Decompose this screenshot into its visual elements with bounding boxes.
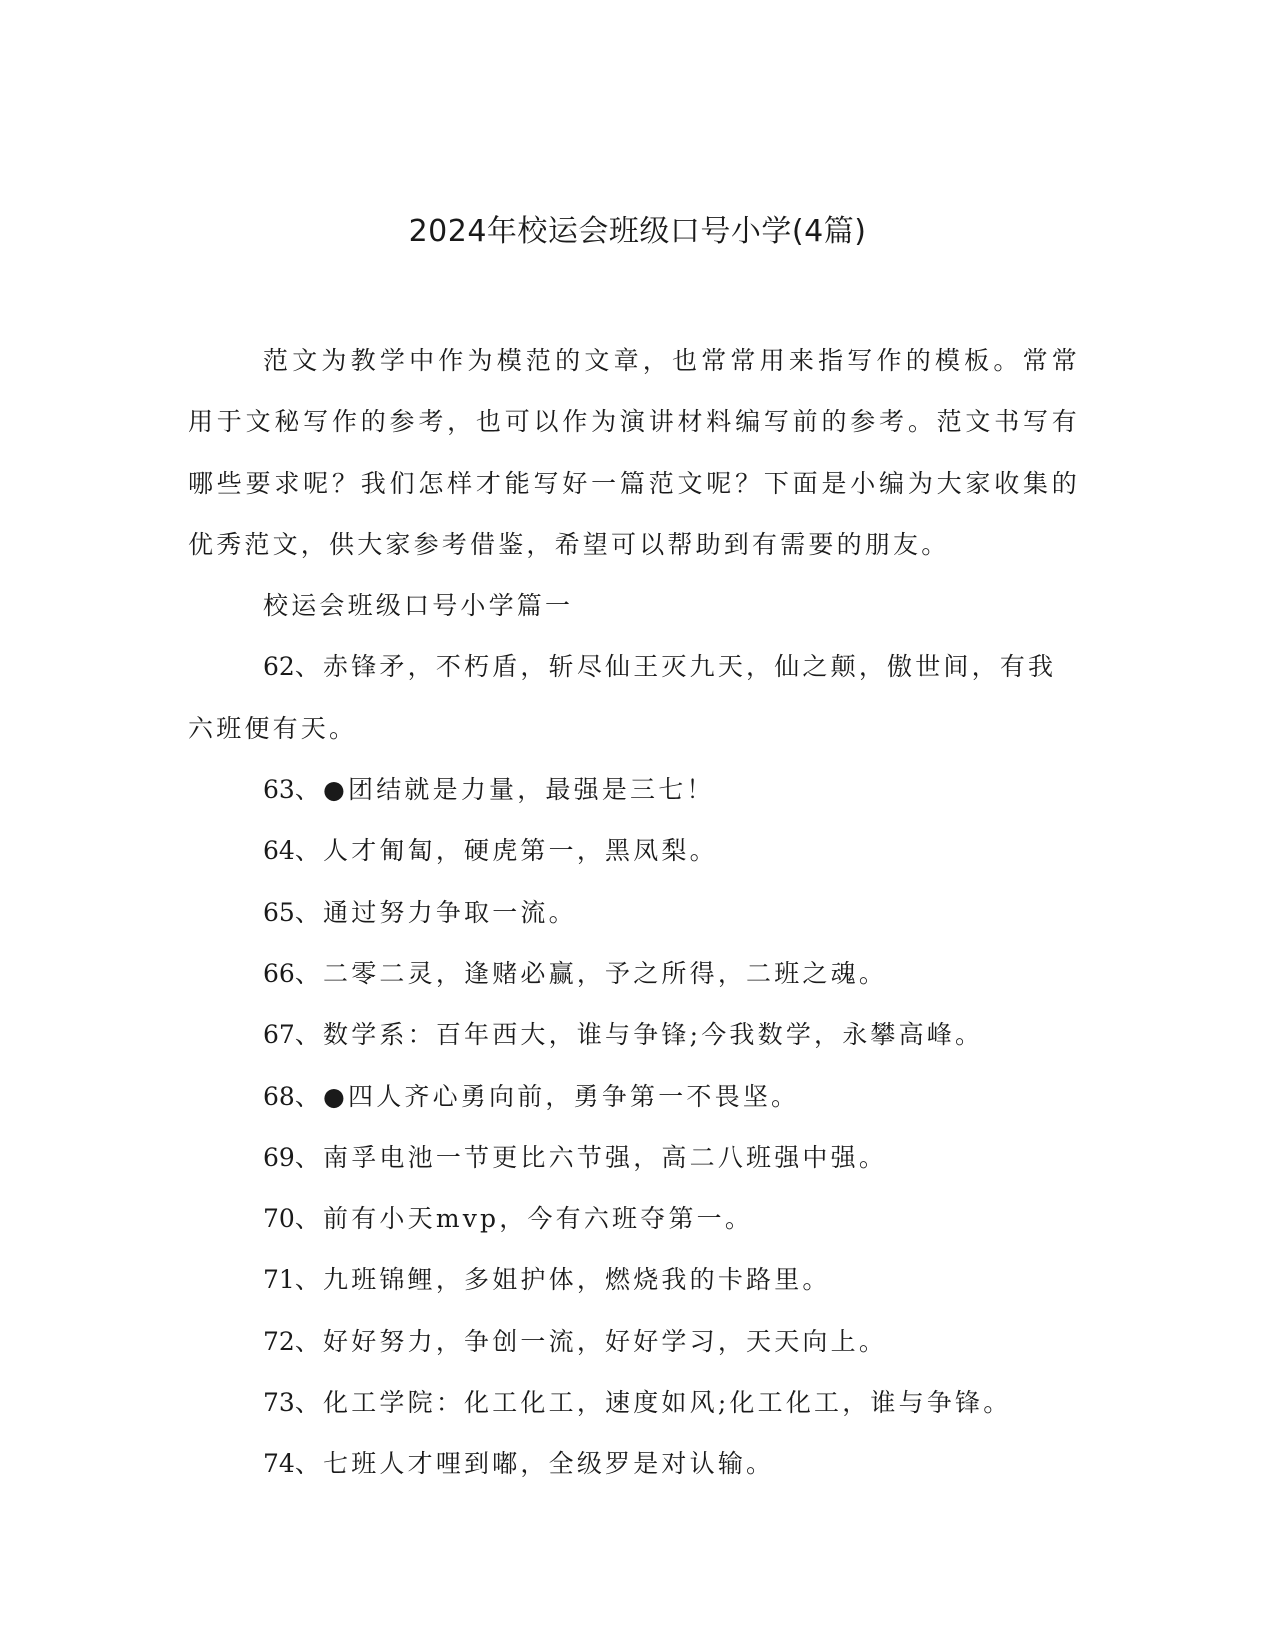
slogan-text: 、●四人齐心勇向前，勇争第一不畏坚。 [294, 1081, 800, 1111]
slogan-item [188, 1311, 1080, 1372]
slogan-number: 74 [263, 1449, 295, 1479]
document-body [188, 330, 1080, 1495]
slogan-text: 、●团结就是力量，最强是三七！ [294, 775, 715, 805]
slogan-item [188, 882, 1080, 943]
slogan-text: 、九班锦鲤，多姐护体，燃烧我的卡路里。 [294, 1265, 831, 1295]
slogan-item [188, 636, 1080, 759]
slogan-text: 、南孚电池一节更比六节强，高二八班强中强。 [294, 1142, 888, 1172]
slogan-number: 71 [263, 1265, 295, 1295]
slogan-item [188, 1004, 1080, 1065]
slogan-number: 67 [263, 1020, 295, 1050]
slogan-item [188, 1372, 1080, 1433]
slogan-text: 、赤锋矛，不朽盾，斩尽仙王灭九天，仙之颠，傲世间，有我六班便有天。 [188, 652, 1057, 743]
slogan-number: 66 [263, 958, 295, 988]
slogan-item [188, 1066, 1080, 1127]
slogan-number: 69 [263, 1142, 295, 1172]
slogan-number: 72 [263, 1326, 295, 1356]
slogan-item [188, 759, 1080, 820]
slogan-item [188, 1127, 1080, 1188]
slogan-text: 、二零二灵，逢赌必赢，予之所得，二班之魂。 [294, 958, 888, 988]
slogan-number: 65 [263, 897, 295, 927]
document-title: 2024年校运会班级口号小学(4篇) [408, 214, 867, 249]
slogan-text: 、七班人才哩到嘟，全级罗是对认输。 [294, 1449, 775, 1479]
slogan-text: 、化工学院：化工化工，速度如风;化工化工，谁与争锋。 [294, 1388, 1012, 1418]
slogan-item [188, 943, 1080, 1004]
slogan-number: 63 [263, 775, 295, 805]
slogan-number: 62 [263, 652, 295, 682]
slogan-text: 、前有小天mvp，今有六班夺第一。 [294, 1204, 754, 1234]
slogan-item [188, 1188, 1080, 1249]
section-heading: 校运会班级口号小学篇一 [263, 591, 574, 621]
intro-paragraph: 范文为教学中作为模范的文章，也常常用来指写作的模板。常常用于文秘写作的参考，也可以作为演讲材料编写前的参考。范文书写有哪些要求呢？我们怎样才能写好一篇范文呢？下面是小编为大家收集的优秀范文，供大家参考借鉴，希望可以帮助到有需要的朋友。 [188, 346, 1080, 559]
slogan-number: 68 [263, 1081, 295, 1111]
slogan-text: 、通过努力争取一流。 [294, 897, 577, 927]
slogan-text: 、好好努力，争创一流，好好学习，天天向上。 [294, 1326, 888, 1356]
slogan-number: 73 [263, 1388, 295, 1418]
slogan-item [188, 820, 1080, 881]
slogan-item [188, 1433, 1080, 1494]
slogan-text: 、数学系：百年西大，谁与争锋;今我数学，永攀高峰。 [294, 1020, 984, 1050]
slogan-number: 64 [263, 836, 295, 866]
slogan-item [188, 1249, 1080, 1310]
slogan-text: 、人才匍匐，硬虎第一，黑凤梨。 [294, 836, 718, 866]
slogan-number: 70 [263, 1204, 295, 1234]
